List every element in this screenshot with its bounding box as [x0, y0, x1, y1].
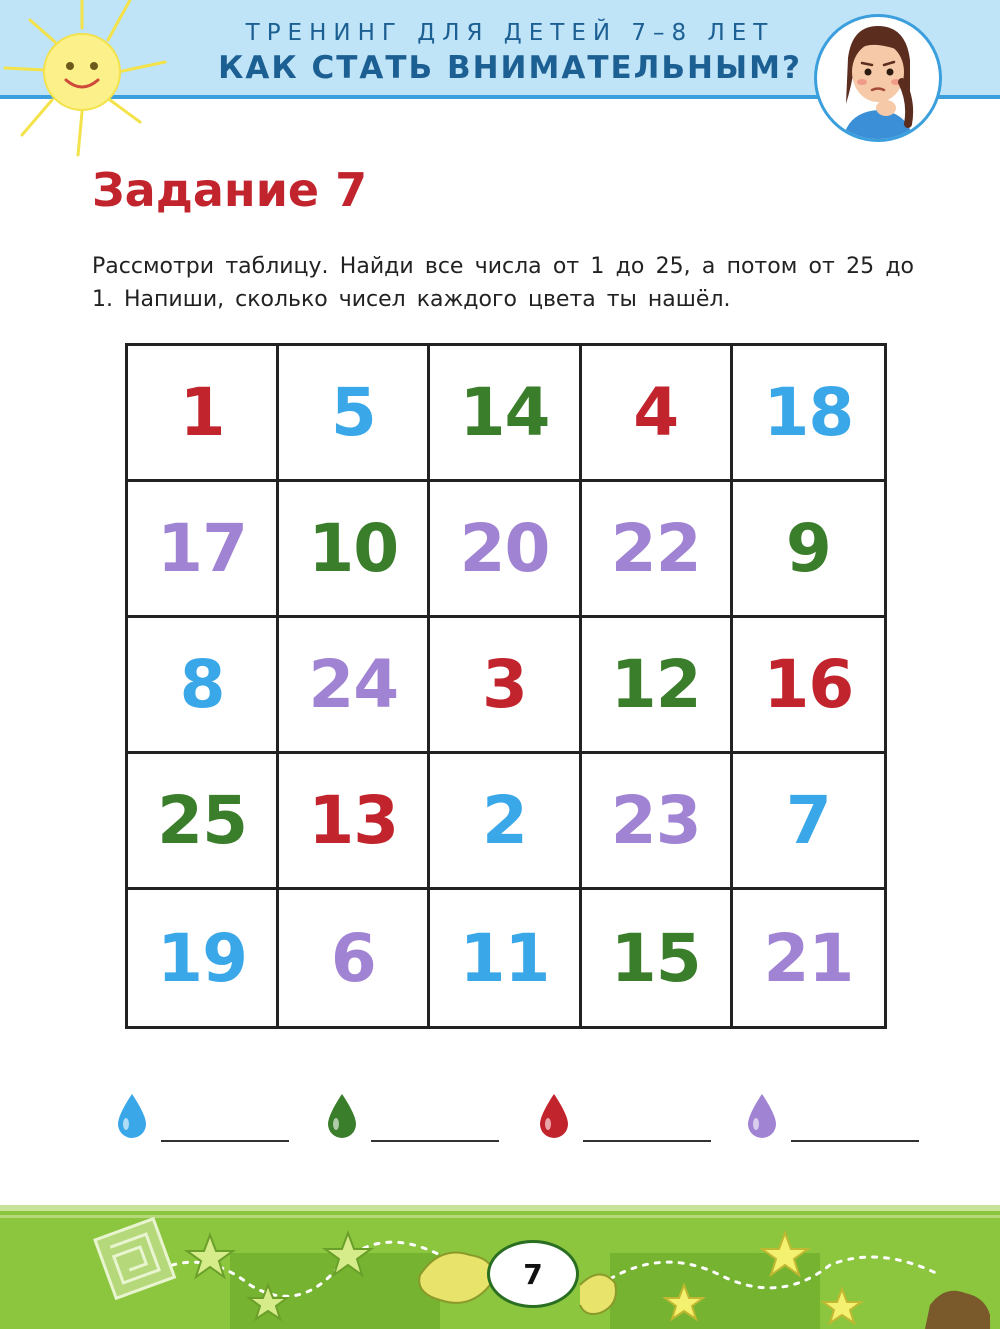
- sun-icon: [0, 0, 170, 160]
- task-title: Задание 7: [92, 163, 368, 217]
- grid-cell-number: 15: [582, 890, 733, 1026]
- grid-cell-number: 6: [279, 890, 430, 1026]
- grid-cell-number: 10: [279, 482, 430, 618]
- grid-cell-number: 3: [430, 618, 581, 754]
- grid-cell-number: 1: [128, 346, 279, 482]
- answer-line-red[interactable]: [583, 1140, 711, 1142]
- series-title: ТРЕНИНГ ДЛЯ ДЕТЕЙ 7–8 ЛЕТ: [245, 20, 775, 46]
- blue-drop-icon: [115, 1092, 149, 1140]
- page-number: 7: [487, 1240, 579, 1308]
- grid-cell-number: 5: [279, 346, 430, 482]
- grid-cell-number: 13: [279, 754, 430, 890]
- green-drop-icon: [325, 1092, 359, 1140]
- book-title: КАК СТАТЬ ВНИМАТЕЛЬНЫМ?: [218, 50, 802, 86]
- grid-cell-number: 17: [128, 482, 279, 618]
- answer-slot-green: [325, 1090, 505, 1150]
- grid-cell-number: 18: [733, 346, 884, 482]
- answer-line-purple[interactable]: [791, 1140, 919, 1142]
- grid-cell-number: 14: [430, 346, 581, 482]
- grid-cell-number: 25: [128, 754, 279, 890]
- red-drop-icon: [537, 1092, 571, 1140]
- answer-slot-blue: [115, 1090, 295, 1150]
- thinking-girl-avatar: [812, 12, 944, 144]
- answer-slot-purple: [745, 1090, 925, 1150]
- grid-cell-number: 22: [582, 482, 733, 618]
- grid-cell-number: 4: [582, 346, 733, 482]
- grid-cell-number: 20: [430, 482, 581, 618]
- grid-cell-number: 9: [733, 482, 884, 618]
- grid-cell-number: 7: [733, 754, 884, 890]
- answer-slot-red: [537, 1090, 717, 1150]
- grid-cell-number: 23: [582, 754, 733, 890]
- purple-drop-icon: [745, 1092, 779, 1140]
- grid-cell-number: 21: [763, 919, 854, 997]
- grid-cell-number: 16: [733, 618, 884, 754]
- number-grid: [125, 343, 887, 1029]
- grid-cell-number: 2: [430, 754, 581, 890]
- grid-cell-number: 24: [279, 618, 430, 754]
- answer-row: [115, 1090, 935, 1150]
- task-instructions: Рассмотри таблицу. Найди все числа от 1 до 25, а потом от 25 до 1. Напиши, сколько чисел каждого цвета ты нашёл.: [92, 254, 914, 312]
- grid-cell-number: 8: [128, 618, 279, 754]
- grid-cell-number: 11: [430, 890, 581, 1026]
- answer-line-blue[interactable]: [161, 1140, 289, 1142]
- answer-line-green[interactable]: [371, 1140, 499, 1142]
- grid-cell-number: 12: [582, 618, 733, 754]
- grid-cell-number: 19: [128, 890, 279, 1026]
